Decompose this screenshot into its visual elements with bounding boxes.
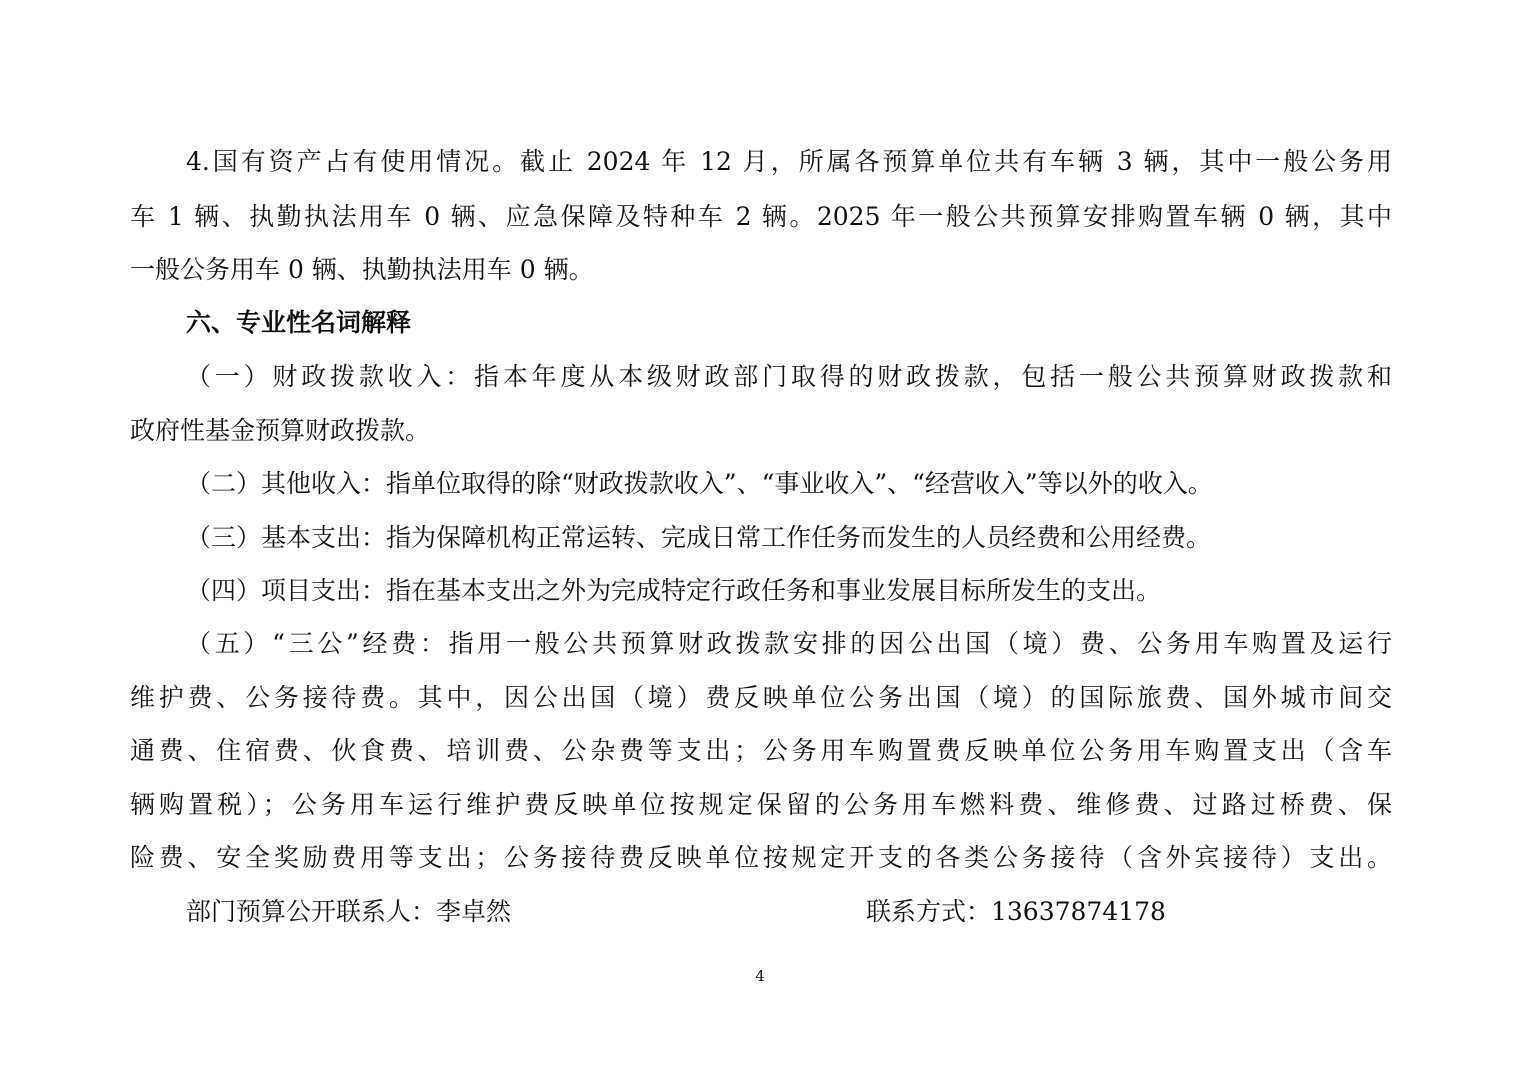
term5-line-3: 通费、住宿费、伙食费、培训费、公杂费等支出；公务用车购置费反映单位公务用车购置支出（含车 xyxy=(130,736,1392,765)
assets-paragraph-line-1: 4.国有资产占有使用情况。截止 2024 年 12 月，所属各预算单位共有车辆 3 辆，其中一般公务用 xyxy=(186,147,1392,176)
term3-line-1: （三）基本支出：指为保障机构正常运转、完成日常工作任务而发生的人员经费和公用经费。 xyxy=(186,523,1212,552)
term5-line-2: 维护费、公务接待费。其中，因公出国（境）费反映单位公务出国（境）的国际旅费、国外城市间交 xyxy=(130,683,1392,712)
contact-person: 部门预算公开联系人：李卓然 xyxy=(186,897,512,926)
term1-line-1: （一）财政拨款收入：指本年度从本级财政部门取得的财政拨款，包括一般公共预算财政拨款和 xyxy=(186,362,1392,391)
term5-line-4: 辆购置税）；公务用车运行维护费反映单位按规定保留的公务用车燃料费、维修费、过路过桥费、保 xyxy=(130,790,1392,819)
term5-line-1: （五）“三公”经费：指用一般公共预算财政拨款安排的因公出国（境）费、公务用车购置及运行 xyxy=(186,629,1392,658)
assets-paragraph-line-2: 车 1 辆、执勤执法用车 0 辆、应急保障及特种车 2 辆。2025 年一般公共预算安排购置车辆 0 辆，其中 xyxy=(130,202,1392,231)
term1-line-2: 政府性基金预算财政拨款。 xyxy=(130,416,431,445)
term2-line-1: （二）其他收入：指单位取得的除“财政拨款收入”、“事业收入”、“经营收入”等以外的收入。 xyxy=(186,469,1213,498)
page-number: 4 xyxy=(755,967,765,985)
assets-paragraph-line-3: 一般公务用车 0 辆、执勤执法用车 0 辆。 xyxy=(130,255,594,284)
contact-phone: 联系方式：13637874178 xyxy=(866,897,1166,926)
term4-line-1: （四）项目支出：指在基本支出之外为完成特定行政任务和事业发展目标所发生的支出。 xyxy=(186,576,1162,605)
term5-line-5: 险费、安全奖励费用等支出；公务接待费反映单位按规定开支的各类公务接待（含外宾接待）支出。 xyxy=(130,843,1392,872)
section-heading: 六、专业性名词解释 xyxy=(186,308,412,337)
